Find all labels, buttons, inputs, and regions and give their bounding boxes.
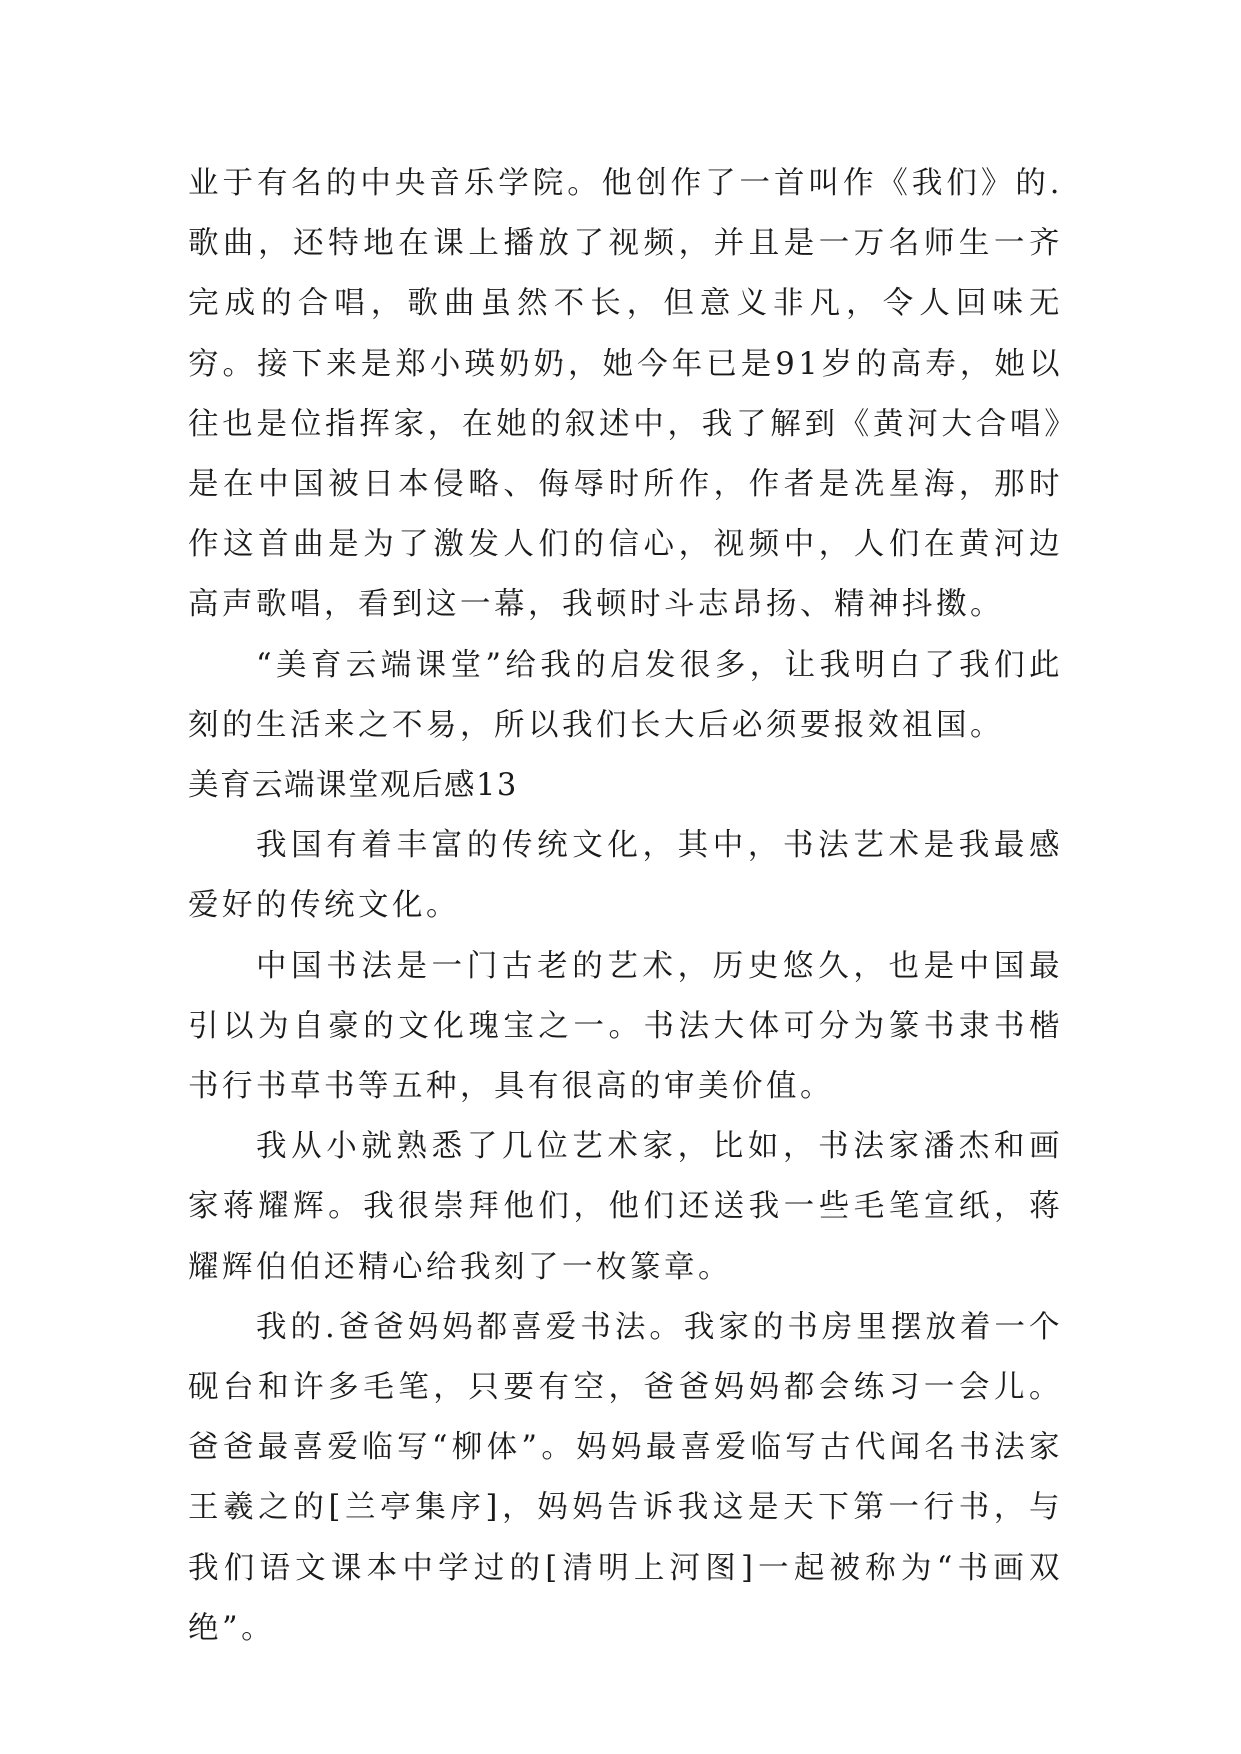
- paragraph-4: 我的.爸爸妈妈都喜爱书法。我家的书房里摆放着一个砚台和许多毛笔，只要有空，爸爸妈妈都会练习一会儿。爸爸最喜爱临写“柳体”。妈妈最喜爱临写古代闻名书法家王羲之的[兰亭集序]，妈妈告诉我这是天下第一行书，与我们语文课本中学过的[清明上河图]一起被称为“书画双绝”。: [188, 1309, 1063, 1646]
- paragraph-3: 我从小就熟悉了几位艺术家，比如，书法家潘杰和画家蒋耀辉。我很崇拜他们，他们还送我一些毛笔宣纸，蒋耀辉伯伯还精心给我刻了一枚篆章。: [188, 1129, 1063, 1285]
- section-heading: 美育云端课堂观后感13: [188, 768, 518, 804]
- document-body: [188, 154, 1063, 1659]
- paragraph-2: 中国书法是一门古老的艺术，历史悠久，也是中国最引以为自豪的文化瑰宝之一。书法大体可分为篆书隶书楷书行书草书等五种，具有很高的审美价值。: [188, 948, 1063, 1105]
- paragraph-continued: 业于有名的中央音乐学院。他创作了一首叫作《我们》的.歌曲，还特地在课上播放了视频，并且是一万名师生一齐完成的合唱，歌曲虽然不长，但意义非凡，令人回味无穷。接下来是郑小瑛奶奶，她今年已是91岁的高寿，她以往也是位指挥家，在她的叙述中，我了解到《黄河大合唱》是在中国被日本侵略、侮辱时所作，作者是冼星海，那时作这首曲是为了激发人们的信心，视频中，人们在黄河边高声歌唱，看到这一幕，我顿时斗志昂扬、精神抖擞。: [188, 166, 1063, 623]
- paragraph-conclusion: “美育云端课堂”给我的启发很多，让我明白了我们此刻的生活来之不易，所以我们长大后必须要报效祖国。: [188, 647, 1063, 743]
- paragraph-1: 我国有着丰富的传统文化，其中，书法艺术是我最感爱好的传统文化。: [188, 828, 1063, 924]
